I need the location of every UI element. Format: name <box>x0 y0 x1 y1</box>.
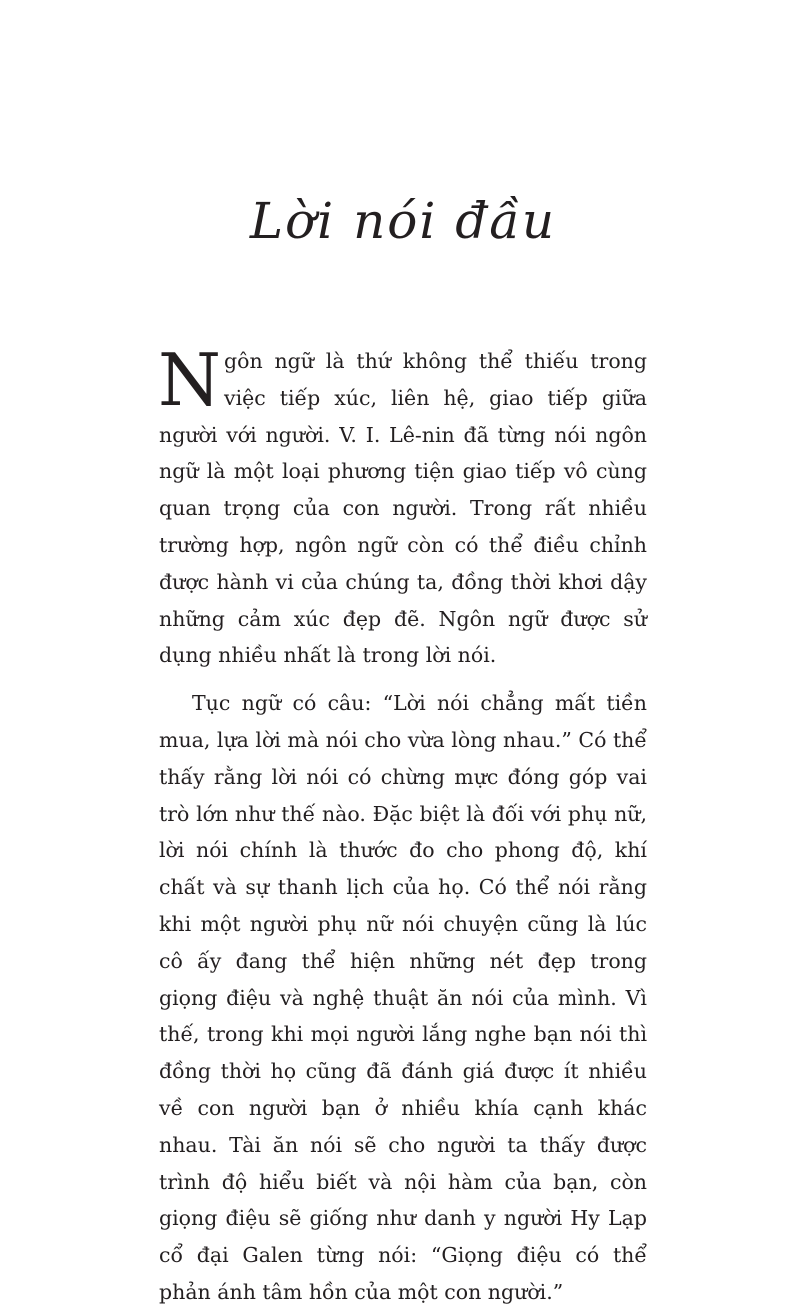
paragraph-1-text: gôn ngữ là thứ không thể thiếu trong việc tiếp xúc, liên hệ, giao tiếp giữa người với người. V. I. Lê-nin đã từng nói ngôn ngữ là một loại phương tiện giao tiếp vô cùng quan trọng của con người. Trong rất nhiều trường hợp, ngôn ngữ còn có thể điều chỉnh được hành vi của chúng ta, đồng thời khơi dậy những cảm xúc đẹp đẽ. Ngôn ngữ được sử dụng nhiều nhất là trong lời nói. <box>159 349 647 668</box>
paragraph-1 <box>158 338 647 674</box>
chapter-title: Lời nói đầu <box>249 192 557 250</box>
drop-cap: N <box>158 338 221 422</box>
paragraph-2: Tục ngữ có câu: “Lời nói chẳng mất tiền mua, lựa lời mà nói cho vừa lòng nhau.” Có thể thấy rằng lời nói có chừng mực đóng góp vai trò lớn như thế nào. Đặc biệt là đối với phụ nữ, lời nói chính là thước đo cho phong độ, khí chất và sự thanh lịch của họ. Có thể nói rằng khi một người phụ nữ nói chuyện cũng là lúc cô ấy đang thể hiện những nét đẹp trong giọng điệu và nghệ thuật ăn nói của mình. Vì thế, trong khi mọi người lắng nghe bạn nói thì đồng thời họ cũng đã đánh giá được ít nhiều về con người bạn ở nhiều khía cạnh khác nhau. Tài ăn nói sẽ cho người ta thấy được trình độ hiểu biết và nội hàm của bạn, còn giọng điệu sẽ giống như danh y người Hy Lạp cổ đại Galen từng nói: “Giọng điệu có thể phản ánh tâm hồn của một con người.” <box>159 691 647 1304</box>
body-text <box>158 338 647 1311</box>
